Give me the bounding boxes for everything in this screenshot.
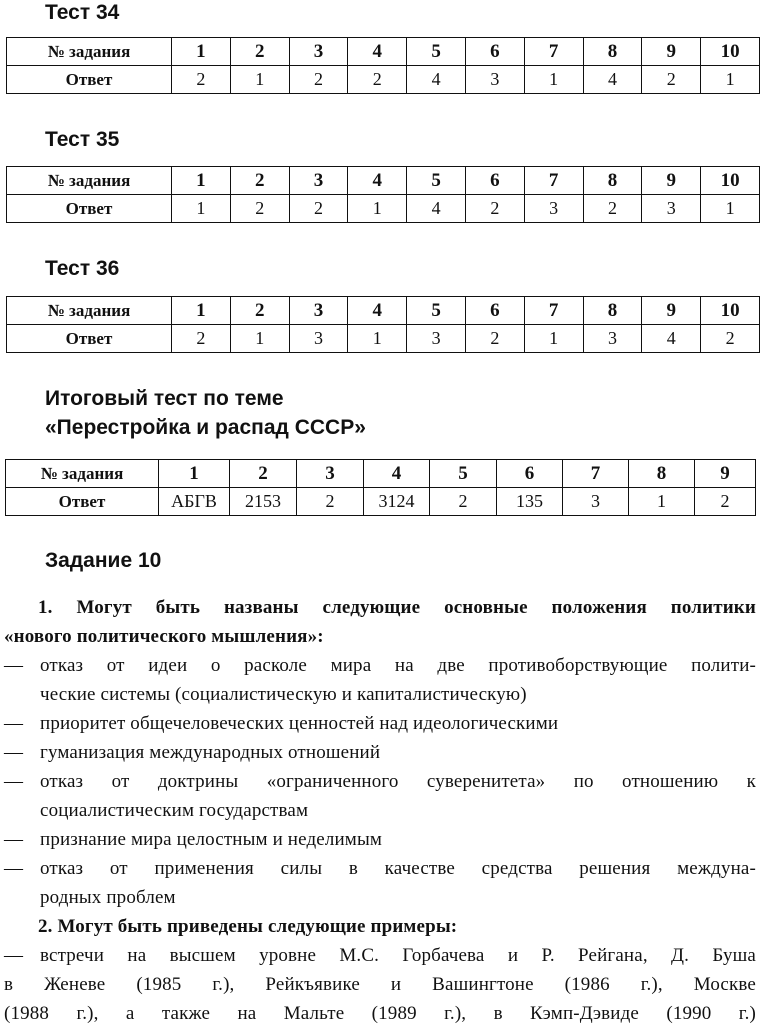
answer-cell: 2153 (230, 488, 297, 516)
row-label-answer: Ответ (7, 325, 172, 353)
answer-cell: 2 (289, 66, 348, 94)
dash-marker: — (4, 655, 24, 676)
task-number-cell: 10 (701, 167, 760, 195)
task-number-cell: 6 (465, 167, 524, 195)
row-label-answer: Ответ (7, 195, 172, 223)
task-number-cell: 9 (642, 297, 701, 325)
task-number-cell: 9 (642, 167, 701, 195)
dash-marker: — (4, 945, 24, 966)
task-number-cell: 5 (407, 297, 466, 325)
answer-cell: 2 (583, 195, 642, 223)
test-34-title: Тест 34 (45, 1, 120, 24)
task-number-cell: 2 (230, 460, 297, 488)
list-item-line: в Женеве (1985 г.), Рейкъявике и Вашингтоне (1986 г.), Москве (4, 974, 756, 995)
list-item-continued (0, 970, 760, 1028)
task-number-cell: 1 (172, 38, 231, 66)
answer-cell: 1 (348, 195, 407, 223)
row-label-answer: Ответ (7, 66, 172, 94)
row-label-answer: Ответ (6, 488, 159, 516)
table-row-answers (7, 195, 760, 223)
final-test-answer-table (5, 459, 756, 516)
answer-cell: 1 (524, 325, 583, 353)
answer-cell: 3 (583, 325, 642, 353)
final-test-title-line1: Итоговый тест по теме (45, 387, 284, 410)
answer-cell: 3124 (364, 488, 430, 516)
task-number-cell: 4 (348, 167, 407, 195)
answer-cell: 3 (465, 66, 524, 94)
answer-cell: 4 (407, 66, 466, 94)
answer-cell: 2 (172, 325, 231, 353)
answer-cell: 2 (230, 195, 289, 223)
task-number-cell: 7 (524, 167, 583, 195)
answer-cell: 3 (524, 195, 583, 223)
answer-cell: 4 (583, 66, 642, 94)
test-35-answer-table (6, 166, 760, 223)
task-number-cell: 3 (289, 167, 348, 195)
answer-cell: 2 (172, 66, 231, 94)
answer-cell: 1 (524, 66, 583, 94)
list-item-line: отказ от идеи о расколе мира на две противоборствующие полити- (40, 655, 756, 676)
task-number-cell: 4 (348, 297, 407, 325)
task-number-cell: 10 (701, 38, 760, 66)
table-row-answers (7, 325, 760, 353)
section-1-heading: 1. Могут быть названы следующие основные положения политики (38, 597, 756, 618)
answer-cell: 1 (172, 195, 231, 223)
list-item-line: отказ от доктрины «ограниченного суверенитета» по отношению к (40, 771, 756, 792)
table-row-task-numbers (6, 460, 756, 488)
dash-marker: — (4, 829, 24, 850)
answer-cell: 2 (430, 488, 497, 516)
answer-cell: 1 (701, 66, 760, 94)
task-number-cell: 1 (159, 460, 230, 488)
dash-marker: — (4, 713, 24, 734)
task-number-cell: 3 (289, 38, 348, 66)
answer-cell: 2 (642, 66, 701, 94)
answer-cell: 3 (563, 488, 629, 516)
list-item-line: ческие системы (социалистическую и капиталистическую) (40, 684, 527, 705)
list-item (0, 651, 760, 709)
task-number-cell: 1 (172, 167, 231, 195)
answer-cell: АБГВ (159, 488, 230, 516)
task-number-cell: 6 (465, 297, 524, 325)
test-34-answer-table (6, 37, 760, 94)
list-item (0, 738, 760, 767)
row-label-task: № задания (6, 460, 159, 488)
task-number-cell: 3 (289, 297, 348, 325)
answer-cell: 2 (465, 195, 524, 223)
list-item (0, 767, 760, 825)
dash-marker: — (4, 771, 24, 792)
list-item-line: встречи на высшем уровне М.С. Горбачева и Р. Рейгана, Д. Буша (40, 945, 756, 966)
task-number-cell: 10 (701, 297, 760, 325)
task-number-cell: 5 (407, 38, 466, 66)
table-row-task-numbers (7, 167, 760, 195)
list-item-line: признание мира целостным и неделимым (40, 829, 383, 850)
list-item (0, 941, 760, 970)
task-number-cell: 7 (524, 297, 583, 325)
task-number-cell: 7 (524, 38, 583, 66)
answer-cell: 2 (348, 66, 407, 94)
row-label-task: № задания (7, 38, 172, 66)
table-row-task-numbers (7, 297, 760, 325)
answer-cell: 1 (701, 195, 760, 223)
answer-cell: 3 (642, 195, 701, 223)
row-label-task: № задания (7, 167, 172, 195)
answer-cell: 2 (289, 195, 348, 223)
task-number-cell: 4 (364, 460, 430, 488)
task-number-cell: 2 (230, 297, 289, 325)
list-item (0, 709, 760, 738)
task-number-cell: 9 (642, 38, 701, 66)
answer-cell: 1 (629, 488, 695, 516)
task-number-cell: 3 (297, 460, 364, 488)
answer-cell: 1 (348, 325, 407, 353)
list-item-line: родных проблем (40, 887, 176, 908)
dash-marker: — (4, 858, 24, 879)
answer-cell: 135 (497, 488, 563, 516)
list-item-line: приоритет общечеловеческих ценностей над идеологическими (40, 713, 559, 734)
answer-cell: 2 (695, 488, 756, 516)
row-label-task: № задания (7, 297, 172, 325)
answer-cell: 2 (297, 488, 364, 516)
task-number-cell: 8 (583, 167, 642, 195)
task-number-cell: 1 (172, 297, 231, 325)
task-number-cell: 4 (348, 38, 407, 66)
task-number-cell: 8 (583, 38, 642, 66)
final-test-title-line2: «Перестройка и распад СССР» (45, 416, 366, 439)
task-number-cell: 6 (465, 38, 524, 66)
task-number-cell: 7 (563, 460, 629, 488)
list-item (0, 854, 760, 912)
task-number-cell: 8 (629, 460, 695, 488)
section-2-heading: 2. Могут быть приведены следующие примеры: (38, 916, 458, 937)
task-10-body (0, 593, 760, 1028)
test-36-title: Тест 36 (45, 257, 120, 280)
list-item (0, 825, 760, 854)
task-number-cell: 2 (230, 38, 289, 66)
table-row-answers (6, 488, 756, 516)
test-35-title: Тест 35 (45, 128, 120, 151)
dash-marker: — (4, 742, 24, 763)
list-item-line: (1988 г.), а также на Мальте (1989 г.), в Кэмп-Дэвиде (1990 г.) (4, 1003, 756, 1024)
test-36-answer-table (6, 296, 760, 353)
task-number-cell: 9 (695, 460, 756, 488)
task-number-cell: 5 (430, 460, 497, 488)
table-row-task-numbers (7, 38, 760, 66)
task-number-cell: 5 (407, 167, 466, 195)
list-item-line: отказ от применения силы в качестве средства решения междуна- (40, 858, 756, 879)
answer-cell: 1 (230, 325, 289, 353)
answer-cell: 4 (642, 325, 701, 353)
answer-cell: 1 (230, 66, 289, 94)
task-number-cell: 6 (497, 460, 563, 488)
answer-cell: 3 (289, 325, 348, 353)
answer-cell: 2 (465, 325, 524, 353)
task-number-cell: 2 (230, 167, 289, 195)
list-item-line: социалистическим государствам (40, 800, 309, 821)
answer-cell: 4 (407, 195, 466, 223)
task-number-cell: 8 (583, 297, 642, 325)
table-row-answers (7, 66, 760, 94)
section-1-heading-continued: «нового политического мышления»: (4, 626, 324, 647)
answer-cell: 2 (701, 325, 760, 353)
list-item-line: гуманизация международных отношений (40, 742, 381, 763)
task-10-title: Задание 10 (45, 549, 162, 572)
answer-cell: 3 (407, 325, 466, 353)
